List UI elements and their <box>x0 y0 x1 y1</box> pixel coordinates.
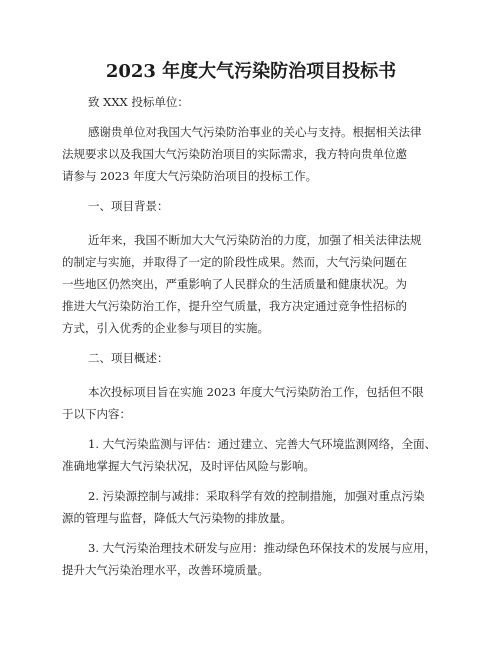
background-line-4: 推进大气污染防治工作，提升空气质量，我方决定通过竞争性招标的 <box>62 299 407 313</box>
overview-line-2: 于以下内容： <box>62 407 131 421</box>
background-line-5: 方式，引入优秀的企业参与项目的实施。 <box>62 321 269 335</box>
salutation: 致 XXX 投标单位： <box>88 95 189 109</box>
intro-line-3: 请参与 2023 年度大气污染防治项目的投标工作。 <box>62 169 318 183</box>
overview-line-1: 本次投标项目旨在实施 2023 年度大气污染防治工作，包括但不限 <box>88 385 424 399</box>
document-title: 2023 年度大气污染防治项目投标书 <box>105 61 397 82</box>
intro-line-1: 感谢贵单位对我国大气污染防治事业的关心与支持。根据相关法律 <box>88 125 422 139</box>
list-item-3-line-1: 3. 大气污染治理技术研发与应用：推动绿色环保技术的发展与应用， <box>88 541 437 555</box>
list-item-1-line-2: 准确地掌握大气污染状况，及时评估风险与影响。 <box>62 459 315 473</box>
background-line-2: 的制定与实施，并取得了一定的阶段性成果。然而，大气污染问题在 <box>62 255 407 269</box>
section-heading-overview: 二、项目概述： <box>88 351 169 365</box>
list-item-3-line-2: 提升大气污染治理水平，改善环境质量。 <box>62 563 269 577</box>
list-item-2-line-2: 源的管理与监督，降低大气污染物的排放量。 <box>62 511 292 525</box>
section-heading-background: 一、项目背景： <box>88 199 169 213</box>
list-item-2-line-1: 2. 污染源控制与减排：采取科学有效的控制措施，加强对重点污染 <box>88 489 425 503</box>
background-line-3: 一些地区仍然突出，严重影响了人民群众的生活质量和健康状况。为 <box>62 277 407 291</box>
intro-line-2: 法规要求以及我国大气污染防治项目的实际需求，我方特向贵单位邀 <box>62 147 407 161</box>
background-line-1: 近年来，我国不断加大大气污染防治的力度，加强了相关法律法规 <box>88 233 422 247</box>
list-item-1-line-1: 1. 大气污染监测与评估：通过建立、完善大气环境监测网络，全面、 <box>88 437 437 451</box>
